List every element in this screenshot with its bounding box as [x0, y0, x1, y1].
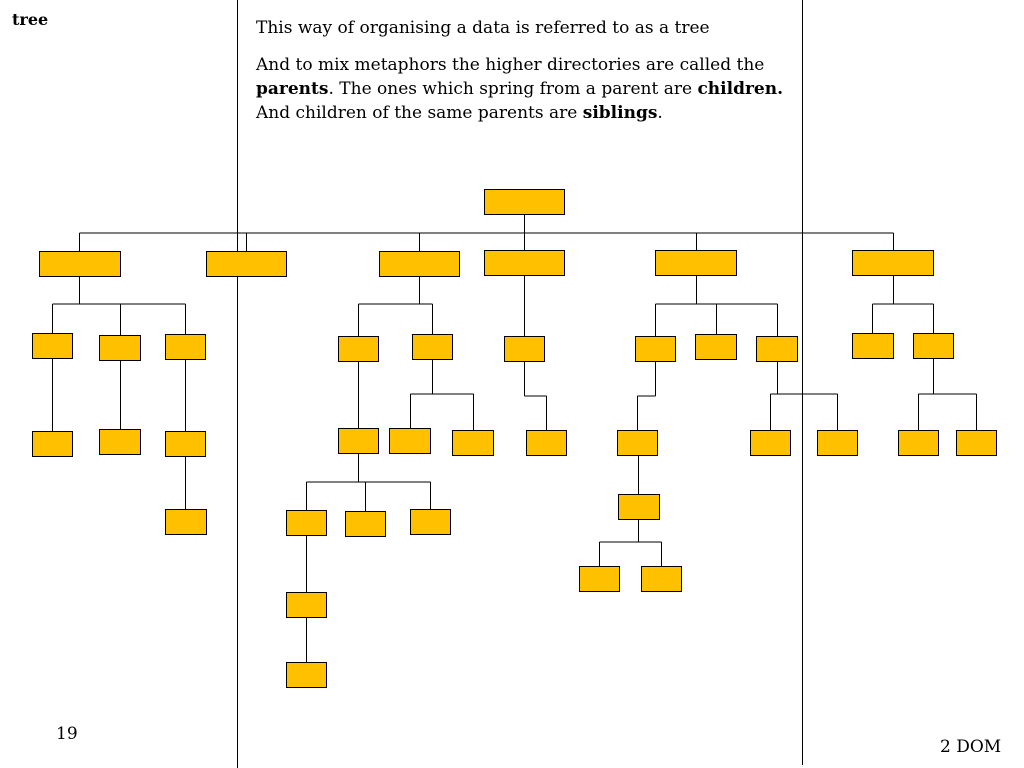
term-children: children. [697, 79, 784, 99]
tree-node [619, 495, 660, 520]
definition-text-1: And to mix metaphors the higher directories are called the [256, 55, 765, 75]
intro-text: This way of organising a data is referred to as a tree [256, 18, 710, 38]
slide-title: tree [12, 10, 49, 29]
tree-node [580, 567, 620, 592]
tree-node [957, 431, 997, 456]
tree-node [636, 337, 676, 362]
tree-node [166, 432, 206, 457]
tree-node [287, 663, 327, 688]
tree-node [656, 251, 737, 276]
footer-label: 2 DOM [940, 737, 1002, 757]
definition-text-3: And children of the same parents are [256, 103, 583, 123]
tree-node [346, 512, 386, 537]
tree-node [751, 431, 791, 456]
tree-node [411, 510, 451, 535]
tree-node [642, 567, 682, 592]
tree-node [485, 251, 565, 276]
tree-node [166, 335, 206, 360]
tree-node [166, 510, 207, 535]
term-siblings: siblings [582, 103, 658, 123]
tree-node [339, 429, 379, 454]
tree-node [100, 336, 141, 361]
tree-node [287, 593, 327, 618]
definition-text-4: . [657, 103, 663, 123]
tree-node [339, 337, 379, 362]
term-parents: parents [256, 79, 329, 99]
tree-node [40, 252, 121, 277]
tree-node [413, 335, 453, 360]
tree-node [899, 431, 939, 456]
tree-node [757, 337, 798, 362]
tree-node [287, 511, 327, 536]
tree-nodes [33, 190, 997, 688]
tree-node [33, 334, 73, 359]
tree-node [100, 430, 141, 455]
definition-text-2: . The ones which spring from a parent are [328, 79, 698, 99]
tree-node [485, 190, 565, 215]
tree-node [33, 432, 73, 457]
tree-node [527, 431, 567, 456]
tree-node [207, 252, 287, 277]
tree-node [390, 429, 431, 454]
tree-node [453, 431, 494, 456]
tree-node [696, 335, 737, 360]
tree-node [853, 334, 894, 359]
page-number: 19 [56, 724, 78, 744]
tree-node [853, 251, 934, 276]
tree-node [914, 334, 954, 359]
tree-node [380, 252, 460, 277]
tree-node [618, 431, 658, 456]
tree-node [505, 337, 545, 362]
tree-node [818, 431, 858, 456]
